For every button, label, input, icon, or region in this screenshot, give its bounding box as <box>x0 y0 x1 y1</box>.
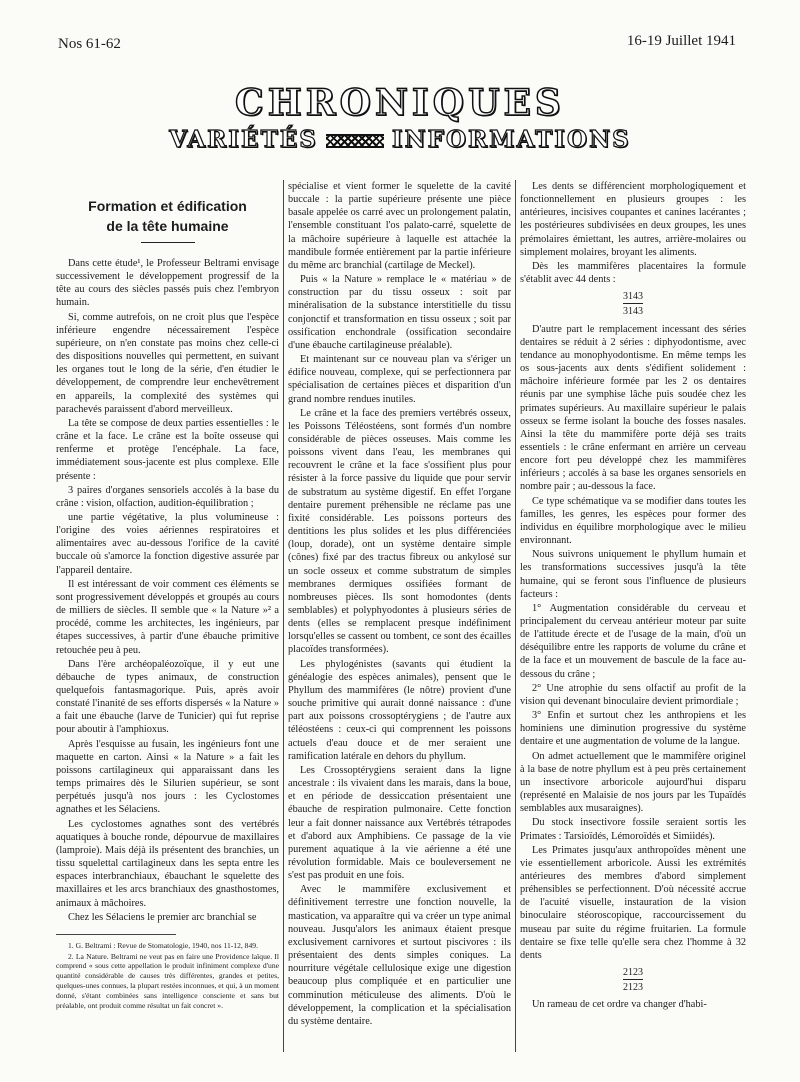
dental-formula <box>520 966 746 994</box>
footnote: 2. La Nature. Beltrami ne veut pas en faire une Providence laïque. Il comprend « sous cette appellation le produit infiniment complexe d'une quantité considérable de causes très différentes, grandes et petites, quelques-unes connues, la plupart restées inconnues, et qui, à un moment donné, s'étant combinées sans intelligence consciente et sans but préalable, ont produit comme résultat un fait concret ». <box>56 951 279 1010</box>
paragraph: 3° Enfin et surtout chez les anthropiens et les hominiens une diminution progressive du système dentaire et une augmentation de volume de la langue. <box>520 710 746 748</box>
paragraph: Les Primates jusqu'aux anthropoïdes mènent une vie essentiellement arboricole. Aussi les extrémités antérieures des membres d'abord simplement préhensibles se perfectionnent. D'où nécessité accrue de l'acuité visuelle, instauration de la vision binoculaire stéoroscopique, raccourcissement du museau par suite du régime fruitarien. La formule dentaire se fixe telle qu'elle sera chez l'homme à 32 dents <box>520 844 746 961</box>
article-title <box>56 196 279 236</box>
article-title-line: Formation et édification <box>88 198 247 214</box>
formula-denominator: 3143 <box>623 303 643 318</box>
paragraph: Chez les Sélaciens le premier arc branchial se <box>68 911 257 923</box>
paragraph: La tête se compose de deux parties essentielles : le crâne et la face. Le crâne est la boîte osseuse qui renferme et protège l'encéphale. La face, immédiatement sous-jacente est plus complexe. Elle présente : <box>56 417 279 482</box>
formula-numerator: 3143 <box>623 291 643 303</box>
footnote-rule <box>56 934 176 935</box>
section-subtitle <box>0 126 800 153</box>
paragraph: Dans cette étude¹, le Professeur Beltrami envisage successivement le développement progressif de la tête au cours des siècles passés puis chez l'embryon humain. <box>56 258 279 309</box>
paragraph: spécialise et vient former le squelette de la cavité buccale : la partie supérieure présente une pièce basale appelée os carré avec un prolongement palatin, l'ensemble constituant l'os palato-carré, squelette de la mâchoire supérieure à laquelle est attachée la mandibule formée entièrement par la partie inférieure du même arc branchial (cartilage de Meckel). <box>288 181 511 271</box>
dental-formula <box>520 290 746 318</box>
subtitle-right: INFORMATIONS <box>391 126 631 153</box>
paragraph: Un rameau de cet ordre va changer d'habi- <box>532 999 707 1011</box>
paragraph: 2° Une atrophie du sens olfactif au profit de la vision qui devenant binoculaire devient primordiale ; <box>520 682 746 707</box>
paragraph: 1° Augmentation considérable du cerveau et principalement du cerveau antérieur moteur par suite de l'attitude érecte et de l'usage de la main, d'où un déséquilibre entre les rapports de volume du crâne et de la face et un mouvement de bascule de la face au-dessous du crâne ; <box>520 602 746 680</box>
paragraph: une partie végétative, la plus volumineuse : l'origine des voies aériennes respiratoires et alimentaires avec au-dessous l'orifice de la cavité buccale où s'amorce la fonction digestive assurée par l'appareil dentaire. <box>56 511 279 576</box>
column-2 <box>288 180 511 1060</box>
paragraph: Avec le mammifère exclusivement et définitivement terrestre une fonction nouvelle, la mastication, va apparaître qui va créer un type animal nouveau. Jusqu'alors les animaux étaient presque exclusivement carnivores et surtout piscivores : ils présentaient des dents simples coniques. La nourriture végétale cellulosique exige une digestion beaucoup plus compliquée et en particulier une comminution méticuleuse des aliments. D'où le développement, la complication et la spécialisation du système dentaire. <box>288 884 511 1027</box>
column-1 <box>56 180 279 1060</box>
issue-number: Nos 61-62 <box>58 36 121 52</box>
paragraph: Ce type schématique va se modifier dans toutes les familles, les genres, les espèces pour former des individus en équilibre morphologique avec le milieu environnant. <box>520 495 746 547</box>
title-rule <box>141 242 195 243</box>
paragraph: Les cyclostomes agnathes sont des vertébrés aquatiques à bouche ronde, dépourvue de maxillaires (lamproie). Mais déjà ils présentent des branchies, un tissu squelettal cartilagineux dans les septa entre les espaces interbranchiaux, ébauchant le squelette des maxillaires et les arcs branchiaux des gnasthostomes, animaux à mâchoires. <box>56 818 279 909</box>
paragraph: D'autre part le remplacement incessant des séries dentaires se réduit à 2 séries : diphyodontisme, avec tendance au monophyodontisme. En même temps les os sous-jacents aux dents s'édifient solidement : mâchoire inférieure formée par les 2 os dentaires réunis par une symphise lâche puis soudée chez les primates supérieurs. Au maxillaire supérieur le palais osseux se ferme isolant la bouche des fosses nasales. Ainsi la tête du mammifère porte déjà ses traits essentiels : le crâne enfermant en arrière un cerveau encore fort peu développé chez les mammifères inférieurs ; accolés à sa base les organes sensoriels en nombre pair ; au-dessous la face. <box>520 323 746 493</box>
paragraph: On admet actuellement que le mammifère originel à la base de notre phyllum est à peu près certainement un insectivore arboricole aujourd'hui disparu (représenté en Malaisie de nos jours par les Tupaïdés semblables aux musaraignes). <box>520 750 746 815</box>
paragraph: Dès les mammifères placentaires la formule s'établit avec 44 dents : <box>520 260 746 286</box>
column-rule <box>283 180 284 1052</box>
article-title-line: de la tête humaine <box>106 218 229 234</box>
column-3 <box>520 180 746 1060</box>
paragraph: Les dents se différencient morphologiquement et fonctionnellement en plusieurs groupes : les antérieures, incisives coupantes et canines lacérantes ; les postérieures subdivisées en deux groupes, les unes prémolaires émiettant, les autres, arrière-molaires ou simplement molaires, broyant les aliments. <box>520 181 746 258</box>
ornament <box>326 134 384 148</box>
paragraph: Dans l'ère archéopaléozoïque, il y eut une débauche de types animaux, de construction quelquefois fantasmagorique. Puis, après avoir constaté l'inanité de ses efforts dispersés « la Nature » a fait une ébauche (larve de Tunicier) qui fut reprise pour aboutir à l'amphioxus. <box>56 658 279 736</box>
paragraph: Il est intéressant de voir comment ces éléments se sont progressivement développés et groupés au cours de milliers de siècles. Il semble que « la Nature »² a procédé, comme les architectes, les ingénieurs, par étapes successives, à partir d'une ébauche primitive retouchée peu à peu. <box>56 578 279 656</box>
paragraph: Les phylogénistes (savants qui étudient la généalogie des espèces animales), pensent que le Phyllum des mammifères (le nôtre) provient d'une souche primitive qui aurait donné naissance : d'une part aux poissons crossoptérygiens ; de l'autre aux téléostéens : ceux-ci qui comprennent les poissons actuels d'eau douce et de mer seraient une ramification latérale en dehors du phyllum. <box>288 658 511 762</box>
paragraph: Si, comme autrefois, on ne croit plus que l'espèce inférieure engendre nécessairement l'espèce supérieure, on n'en constate pas moins chez celle-ci des dispositions nouvelles qui permettent, en suivant les organes tout le long de la série, d'en étudier le développement, de comprendre leur enchevêtrement en appareils, la complexité des systèmes qui parachevés paraissent d'abord merveilleux. <box>56 311 279 415</box>
formula-numerator: 2123 <box>623 967 643 979</box>
paragraph: 3 paires d'organes sensoriels accolés à la base du crâne : vision, olfaction, audition-équilibration ; <box>56 484 279 509</box>
section-title: CHRONIQUES <box>235 82 565 124</box>
subtitle-left: VARIÉTÉS <box>169 126 318 153</box>
paragraph: Après l'esquisse au fusain, les ingénieurs font une maquette en carton. Ainsi « la Nature » a fait les poissons cartilagineux qui apparaissant dans les temps primaires dès le Silurien supérieur, se sont perpétués jusqu'à nos jours : les Cyclostomes agnathes et les Sélaciens. <box>56 738 279 816</box>
paragraph: Du stock insectivore fossile seraient sortis les Primates : Tarsioïdés, Lémoroïdés et Simiidés). <box>520 817 746 842</box>
paragraph: Les Crossoptérygiens seraient dans la ligne ancestrale : ils vivaient dans les marais, dans la boue, et en période de dessiccation présentaient une ébauche de respiration pulmonaire. Cette fonction leur a fait donner naissance aux Vertébrés tétrapodes et d'abord aux Amphibiens. Ce passage de la vie purement aquatique à la vie aérienne a été une révolution formidable. Mais ce bouleversement ne s'est pas produit en une fois. <box>288 764 511 882</box>
paragraph: Et maintenant sur ce nouveau plan va s'ériger un édifice nouveau, complexe, qui se perfectionnera par spécialisation de certaines pièces et disparition d'un grand nombre rendues inutiles. <box>288 354 511 405</box>
paragraph: Puis « la Nature » remplace le « matériau » de construction par du tissu osseux : soit par minéralisation de la substance interstitielle du tissu conjonctif et transformation en tissu osseux ; soit par ossification enchondrale (ossification secondaire d'une ébauche cartilagineuse préalable). <box>288 274 511 351</box>
column-rule <box>515 180 516 1052</box>
formula-denominator: 2123 <box>623 979 643 994</box>
paragraph: Nous suivrons uniquement le phyllum humain et les transformations successives jusqu'à la tête humaine, qui se feront sous l'influence de plusieurs facteurs : <box>520 549 746 600</box>
footnote: 1. G. Beltrami : Revue de Stomatologie, 1940, nos 11-12, 849. <box>68 940 258 950</box>
paragraph: Le crâne et la face des premiers vertébrés osseux, les Poissons Téléostéens, sont formés d'un nombre considérable de pièces osseuses. Mais comme les poissons vivent dans l'eau, les membranes qui recouvrent le crâne et la face s'ossifient plus pour résister à la force passive du liquide que pour servir de substratum au système digestif. En effet l'organe dentaire purement préhensible ne réclame pas une fixité considérable. Les poissons porteurs des dentitions les plus solides et les plus différenciées (loup, dorade), ont un système dentaire simple (cônes) fixé par des tractus fibreux ou ankylosé sur un socle osseux et comme substratum de simples membranes dermiques ossifiées formant de nombreuses pièces. Ils sont homodontes (dents semblables) et polyphyodontes à plusieurs séries de dents (elles se remplacent presque indéfiniment lorsqu'elles se cassent ou tombent, ce sont des écailles placoïdes transformées). <box>288 407 511 656</box>
issue-date: 16-19 Juillet 1941 <box>626 33 736 49</box>
